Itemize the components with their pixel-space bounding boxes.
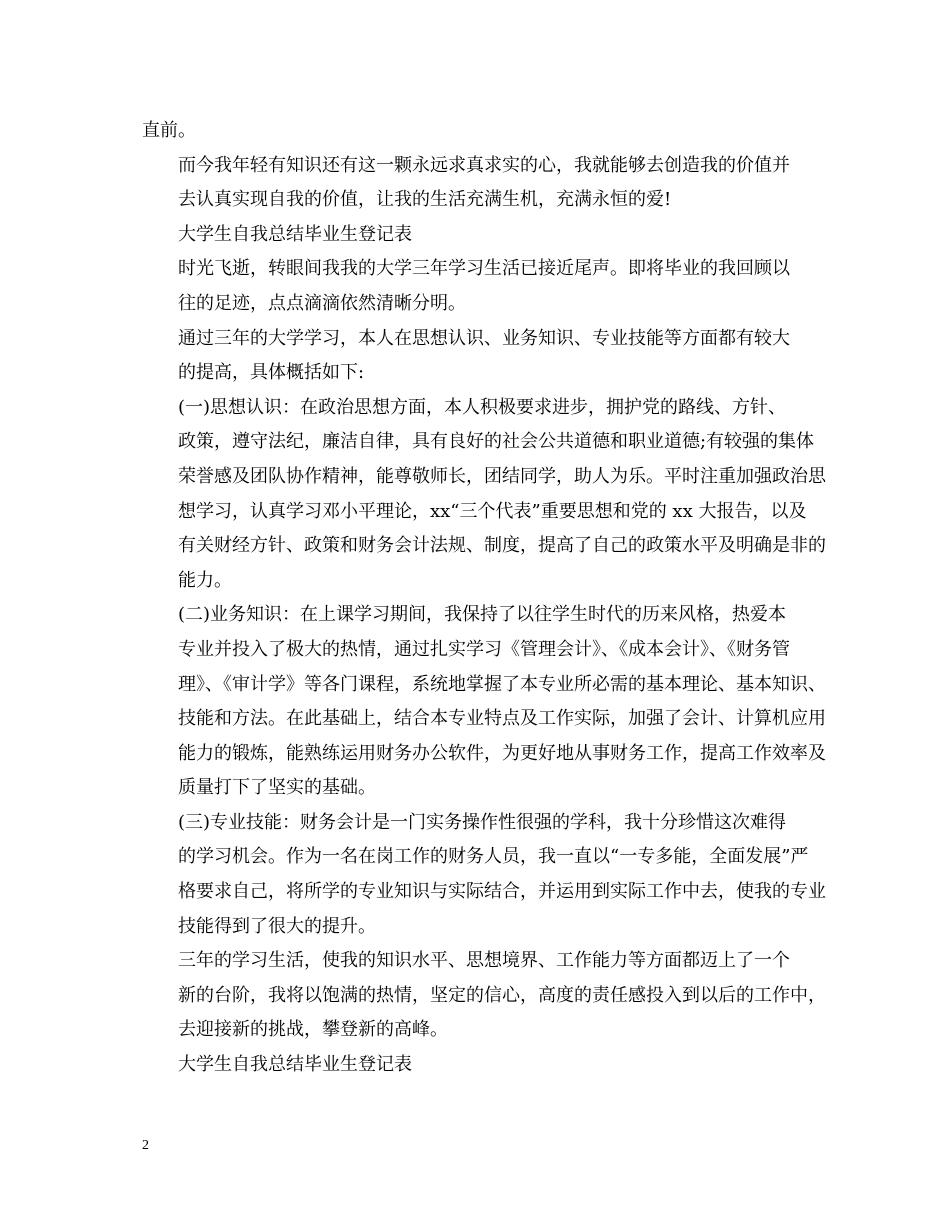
paragraph (142, 114, 812, 149)
text-line: 能力的锻炼，能熟练运用财务办公软件，为更好地从事财务工作，提高工作效率及 (178, 742, 826, 764)
paragraph (142, 1048, 812, 1083)
page-number: 2 (142, 1138, 149, 1153)
text-line: 大学生自我总结毕业生登记表 (178, 1054, 412, 1076)
text-line: 通过三年的大学学习，本人在思想认识、业务知识、专业技能等方面都有较大 (178, 327, 790, 349)
text-line: 而今我年轻有知识还有这一颗永远求真求实的心，我就能够去创造我的价值并 (178, 154, 790, 176)
text-line: 的提高，具体概括如下: (178, 362, 365, 384)
paragraph (142, 322, 812, 391)
text-line: 大学生自我总结毕业生登记表 (178, 223, 412, 245)
text-line: (二)业务知识：在上课学习期间，我保持了以往学生时代的历来风格，热爱本 (178, 604, 787, 626)
paragraph (142, 598, 826, 806)
document-body (142, 114, 826, 1083)
text-line: 技能得到了很大的提升。 (178, 915, 376, 937)
text-line: 新的台阶，我将以饱满的热情，坚定的信心，高度的责任感投入到以后的工作中， (178, 984, 826, 1006)
text-line: 理》、《审计学》等各门课程，系统地掌握了本专业所必需的基本理论、基本知识、 (178, 673, 826, 695)
paragraph (142, 391, 826, 599)
paragraph (142, 218, 812, 253)
text-line: 荣誉感及团队协作精神，能尊敬师长，团结同学，助人为乐。平时注重加强政治思 (178, 465, 826, 487)
text-line: 质量打下了坚实的基础。 (178, 777, 376, 799)
text-line: 政策，遵守法纪，廉洁自律，具有良好的社会公共道德和职业道德;有较强的集体 (178, 431, 815, 453)
text-line: 去迎接新的挑战，攀登新的高峰。 (178, 1019, 448, 1041)
text-line: 有关财经方针、政策和财务会计法规、制度，提高了自己的政策水平及明确是非的 (178, 535, 826, 557)
text-line: 能力。 (178, 569, 232, 591)
text-line: 三年的学习生活，使我的知识水平、思想境界、工作能力等方面都迈上了一个 (178, 950, 790, 972)
text-line: (三)专业技能：财务会计是一门实务操作性很强的学科，我十分珍惜这次难得 (178, 811, 787, 833)
text-line: 格要求自己，将所学的专业知识与实际结合，并运用到实际工作中去，使我的专业 (178, 881, 826, 903)
text-line: 直前。 (142, 120, 196, 141)
text-line: (一)思想认识：在政治思想方面，本人积极要求进步，拥护党的路线、方针、 (178, 396, 787, 418)
text-line: 想学习，认真学习邓小平理论，xx“三个代表”重要思想和党的 xx 大报告，以及 (178, 500, 807, 522)
text-line: 往的足迹，点点滴滴依然清晰分明。 (178, 292, 466, 314)
text-line: 专业并投入了极大的热情，通过扎实学习《管理会计》、《成本会计》、《财务管 (178, 638, 790, 660)
text-line: 的学习机会。作为一名在岗工作的财务人员，我一直以“一专多能，全面发展”严 (178, 846, 809, 868)
paragraph (142, 944, 826, 1048)
text-line: 去认真实现自我的价值，让我的生活充满生机，充满永恒的爱! (178, 189, 672, 211)
paragraph (142, 252, 812, 321)
paragraph (142, 149, 812, 218)
text-line: 时光飞逝，转眼间我我的大学三年学习生活已接近尾声。即将毕业的我回顾以 (178, 258, 790, 280)
text-line: 技能和方法。在此基础上，结合本专业特点及工作实际，加强了会计、计算机应用 (178, 708, 826, 730)
paragraph (142, 806, 826, 944)
